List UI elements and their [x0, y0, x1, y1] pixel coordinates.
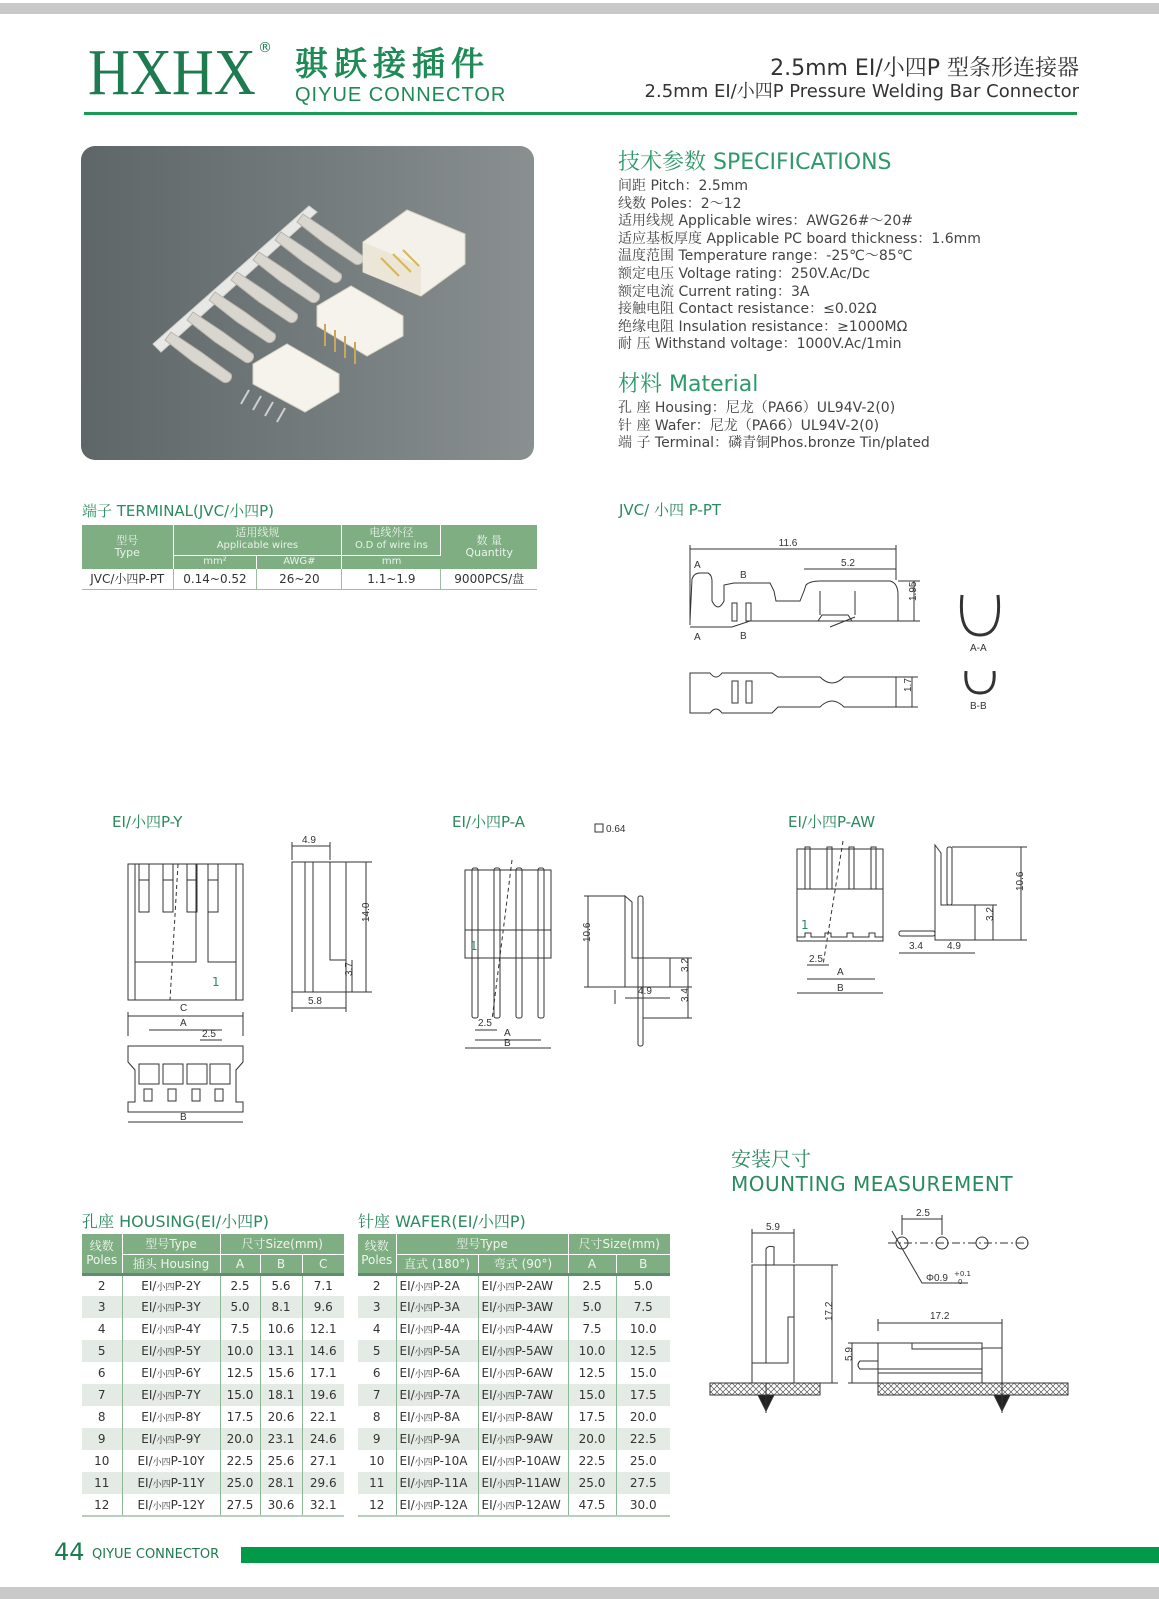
housing-section-title: 孔座 HOUSING(EI/小四P) [82, 1212, 270, 1231]
material-wafer: 针 座 Wafer：尼龙（PA66）UL94V-2(0) [618, 417, 880, 434]
svg-text:B: B [504, 1038, 511, 1049]
svg-text:B: B [740, 570, 747, 581]
table-row: 7 EI/小四P-7A EI/小四P-7AW 15.0 17.5 [358, 1384, 670, 1406]
svg-text:11.6: 11.6 [778, 538, 798, 549]
table-row: 3 EI/小四P-3A EI/小四P-3AW 5.0 7.5 [358, 1296, 670, 1318]
header-c: C [302, 1254, 344, 1274]
svg-text:14.0: 14.0 [361, 902, 372, 922]
connector-illustration [81, 146, 534, 460]
header-size: 尺寸Size(mm) [220, 1234, 344, 1254]
table-row: 4 EI/小四P-4A EI/小四P-4AW 7.5 10.0 [358, 1318, 670, 1340]
svg-text:B: B [837, 983, 844, 994]
header-a: A [568, 1254, 616, 1274]
table-row: 10 EI/小四P-10A EI/小四P-10AW 22.5 25.0 [358, 1450, 670, 1472]
table-row: 8 EI/小四P-8Y 17.5 20.6 22.1 [82, 1406, 344, 1428]
brand-name-en: QIYUE CONNECTOR [295, 84, 507, 106]
header-type: 型号Type [122, 1234, 220, 1254]
table-row: 6 EI/小四P-6Y 12.5 15.6 17.1 [82, 1362, 344, 1384]
svg-text:B-B: B-B [970, 701, 987, 712]
wafer-section-title: 针座 WAFER(EI/小四P) [358, 1212, 526, 1231]
header-a: A [220, 1254, 260, 1274]
table-row: 2 EI/小四P-2A EI/小四P-2AW 2.5 5.0 [358, 1274, 670, 1296]
svg-text:3.7: 3.7 [344, 962, 355, 976]
table-row: 2 EI/小四P-2Y 2.5 5.6 7.1 [82, 1274, 344, 1296]
spec-temperature: 温度范围 Temperature range：-25℃～85℃ [618, 248, 913, 265]
header-poles: 线数 Poles [82, 1234, 122, 1274]
svg-text:3.4: 3.4 [680, 988, 691, 1002]
svg-text:Φ0.9: Φ0.9 [926, 1273, 948, 1284]
svg-text:5.9: 5.9 [844, 1347, 855, 1361]
page-number: 44 [54, 1538, 85, 1566]
table-row: JVC/小四P-PT 0.14~0.52 26~20 1.1~1.9 9000PCS/盘 [82, 569, 537, 589]
header-b: B [616, 1254, 670, 1274]
table-row: 4 EI/小四P-4Y 7.5 10.6 12.1 [82, 1318, 344, 1340]
header-mm: mm [342, 555, 441, 569]
svg-text:2.5: 2.5 [809, 954, 823, 965]
pt-drawing-title: JVC/ 小四 P-PT [619, 501, 722, 519]
mounting-drawing [708, 1208, 1068, 1445]
svg-text:A: A [837, 967, 844, 978]
logo: HXHX [88, 36, 256, 109]
svg-text:3.2: 3.2 [985, 907, 996, 921]
wafer-table [358, 1234, 670, 1517]
svg-text:4.9: 4.9 [302, 835, 316, 846]
table-row: 5 EI/小四P-5A EI/小四P-5AW 10.0 12.5 [358, 1340, 670, 1362]
table-row: 9 EI/小四P-9Y 20.0 23.1 24.6 [82, 1428, 344, 1450]
specifications-title: 技术参数 SPECIFICATIONS [618, 150, 892, 175]
header-straight: 直式 (180°) [396, 1254, 478, 1274]
spec-contact-resistance: 接触电阻 Contact resistance：≤0.02Ω [618, 301, 877, 318]
header-quantity: 数 量 Quantity [441, 525, 537, 569]
header-divider [84, 112, 1077, 115]
top-band [0, 3, 1159, 14]
spec-wires: 适用线规 Applicable wires：AWG26#～20# [618, 213, 913, 230]
svg-text:4.9: 4.9 [638, 986, 652, 997]
svg-text:0.64: 0.64 [606, 824, 626, 835]
svg-text:5.8: 5.8 [308, 996, 322, 1007]
material-title: 材料 Material [618, 372, 759, 397]
svg-text:10.6: 10.6 [582, 922, 593, 942]
svg-text:A: A [694, 632, 701, 643]
header-awg: AWG# [257, 555, 342, 569]
svg-text:4.9: 4.9 [947, 941, 961, 952]
material-terminal: 端 子 Terminal：磷青铜Phos.bronze Tin/plated [618, 435, 930, 452]
svg-text:5.2: 5.2 [841, 558, 855, 569]
header-type: 型号Type [396, 1234, 568, 1254]
spec-insulation-resistance: 绝缘电阻 Insulation resistance：≥1000MΩ [618, 318, 908, 335]
svg-text:A: A [694, 560, 701, 571]
header-right-angle: 弯式 (90°) [478, 1254, 568, 1274]
terminal-drawing [680, 535, 1020, 735]
brand-name-cn: 骐跃接插件 [295, 44, 490, 83]
product-photo [81, 146, 534, 460]
svg-text:17.2: 17.2 [824, 1301, 835, 1321]
table-row: 7 EI/小四P-7Y 15.0 18.1 19.6 [82, 1384, 344, 1406]
table-row: 3 EI/小四P-3Y 5.0 8.1 9.6 [82, 1296, 344, 1318]
svg-text:1.95: 1.95 [908, 581, 919, 601]
terminal-section-title: 端子 TERMINAL(JVC/小四P) [82, 502, 274, 520]
table-row: 6 EI/小四P-6A EI/小四P-6AW 12.5 15.0 [358, 1362, 670, 1384]
spec-withstand-voltage: 耐 压 Withstand voltage：1000V.Ac/1min [618, 336, 902, 353]
svg-text:B: B [180, 1112, 187, 1123]
wafer-right-angle-drawing-title: EI/小四P-AW [788, 813, 876, 831]
svg-text:3.4: 3.4 [909, 941, 923, 952]
header-od: 电线外径 O.D of wire ins [342, 525, 441, 555]
mounting-title-cn: 安装尺寸 [731, 1147, 811, 1171]
table-row: 10 EI/小四P-10Y 22.5 25.6 27.1 [82, 1450, 344, 1472]
housing-drawing-title: EI/小四P-Y [112, 813, 183, 831]
svg-text:B: B [740, 631, 747, 642]
table-row: 12 EI/小四P-12Y 27.5 30.6 32.1 [82, 1494, 344, 1516]
spec-board-thickness: 适应基板厚度 Applicable PC board thickness：1.6mm [618, 230, 981, 247]
table-row: 11 EI/小四P-11A EI/小四P-11AW 25.0 27.5 [358, 1472, 670, 1494]
page-title-cn: 2.5mm EI/小四P 型条形连接器 [770, 56, 1079, 81]
spec-current: 额定电流 Current rating：3A [618, 283, 810, 300]
svg-text:5.9: 5.9 [766, 1222, 780, 1233]
material-housing: 孔 座 Housing：尼龙（PA66）UL94V-2(0) [618, 400, 896, 416]
housing-table [82, 1234, 344, 1517]
svg-text:3.2: 3.2 [680, 958, 691, 972]
svg-text:+0.1: +0.1 [954, 1270, 971, 1278]
svg-text:2.5: 2.5 [478, 1018, 492, 1029]
table-row: 5 EI/小四P-5Y 10.0 13.1 14.6 [82, 1340, 344, 1362]
wafer-straight-drawing [460, 824, 710, 1050]
table-row: 11 EI/小四P-11Y 25.0 28.1 29.6 [82, 1472, 344, 1494]
housing-drawing [120, 835, 390, 1130]
spec-voltage: 额定电压 Voltage rating：250V.Ac/Dc [618, 265, 871, 282]
header-housing: 插头 Housing [122, 1254, 220, 1274]
svg-text:A: A [504, 1028, 511, 1039]
footer-bar [241, 1547, 1159, 1563]
svg-text:10.6: 10.6 [1015, 871, 1026, 891]
svg-text:0: 0 [958, 1278, 963, 1286]
mounting-title-en: MOUNTING MEASUREMENT [731, 1172, 1014, 1196]
wafer-right-angle-drawing [795, 845, 1055, 1005]
svg-text:1: 1 [470, 939, 478, 953]
bottom-band [0, 1587, 1159, 1599]
page-title-en: 2.5mm EI/小四P Pressure Welding Bar Connector [644, 81, 1079, 102]
header-b: B [260, 1254, 302, 1274]
header-type: 型号 Type [82, 525, 173, 569]
spec-pitch: 间距 Pitch：2.5mm [618, 178, 749, 194]
registered-mark: ® [258, 40, 272, 56]
header-wires: 适用线规 Applicable wires [173, 525, 342, 555]
svg-text:1: 1 [212, 975, 220, 989]
svg-text:A: A [180, 1018, 187, 1029]
svg-text:A-A: A-A [970, 643, 987, 654]
header-poles: 线数 Poles [358, 1234, 396, 1274]
terminal-table [82, 525, 537, 590]
header-size: 尺寸Size(mm) [568, 1234, 670, 1254]
header-mm2: mm² [173, 555, 257, 569]
svg-text:17.2: 17.2 [930, 1311, 950, 1322]
spec-poles: 线数 Poles：2～12 [618, 195, 742, 212]
svg-text:C: C [180, 1003, 188, 1014]
svg-text:1.7: 1.7 [903, 678, 914, 692]
svg-text:2.5: 2.5 [916, 1208, 930, 1219]
table-row: 9 EI/小四P-9A EI/小四P-9AW 20.0 22.5 [358, 1428, 670, 1450]
footer-brand: QIYUE CONNECTOR [92, 1547, 220, 1562]
wafer-straight-drawing-title: EI/小四P-A [452, 813, 526, 831]
table-row: 8 EI/小四P-8A EI/小四P-8AW 17.5 20.0 [358, 1406, 670, 1428]
material-list [618, 400, 930, 453]
svg-text:2.5: 2.5 [202, 1029, 216, 1040]
table-row: 12 EI/小四P-12A EI/小四P-12AW 47.5 30.0 [358, 1494, 670, 1516]
svg-text:1: 1 [801, 918, 809, 932]
specifications-list [618, 178, 981, 354]
